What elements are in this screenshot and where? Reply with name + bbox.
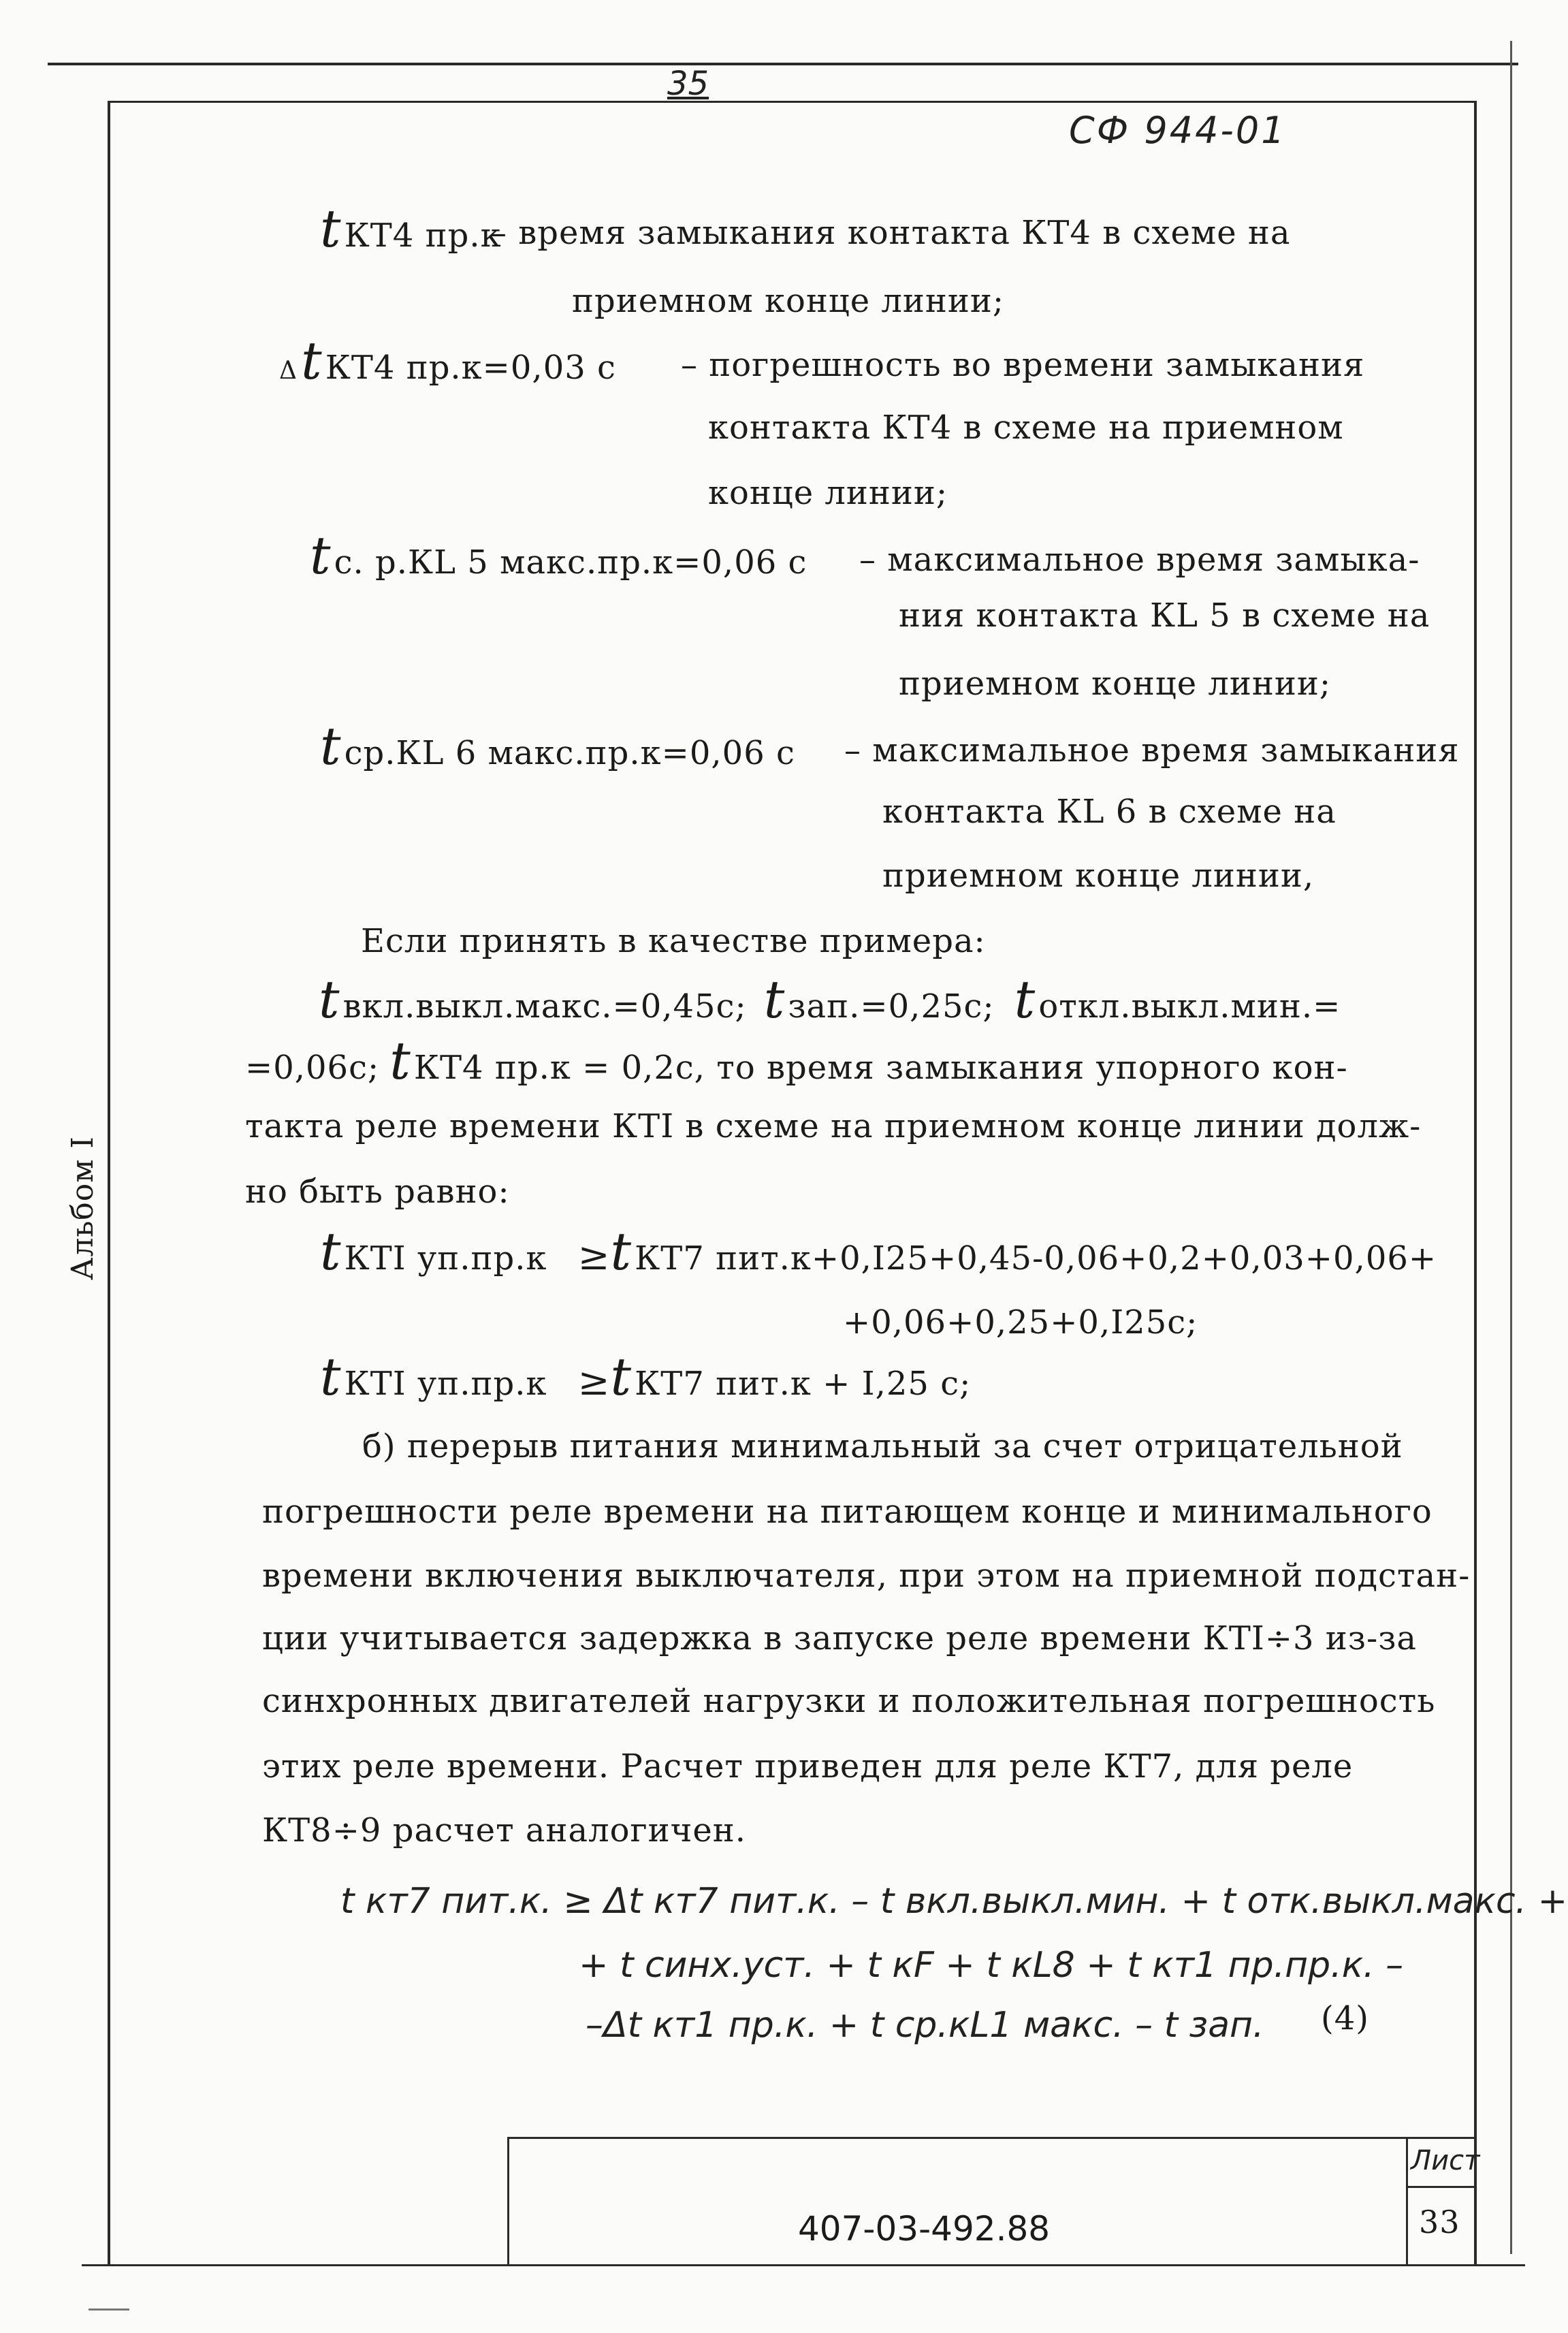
delta-symbol: Δ — [279, 357, 298, 385]
example-t-kt4: КТ4 пр.к = 0,2с, то время замыкания упорного кон- — [413, 1049, 1348, 1087]
example-t-otkl-value: =0,06с; — [245, 1049, 380, 1087]
example-t-zap: зап.=0,25с; — [788, 987, 995, 1026]
margin-right-rule — [1510, 41, 1512, 2254]
t-symbol: t — [320, 1346, 341, 1407]
formula-number: (4) — [1321, 1999, 1369, 2037]
inequality-1 — [320, 1221, 1437, 1282]
t-symbol: t — [301, 330, 322, 391]
def-2-rhs-3: конце линии; — [708, 474, 948, 512]
def-lhs: с. р.КL 5 макс.пр.к=0,06 с — [334, 543, 807, 582]
stamp-left — [507, 2137, 509, 2266]
para-b-line-5: синхронных двигателей нагрузки и положительная погрешность — [262, 1682, 1436, 1720]
inequality-1-cont: +0,06+0,25+0,I25с; — [843, 1303, 1198, 1342]
def-3-rhs-3: приемном конце линии; — [899, 665, 1331, 703]
def-3 — [310, 525, 807, 586]
def-3-rhs-1: – максимальное время замыка- — [859, 541, 1420, 579]
formula-line-3: –Δt кт1 пр.к. + t ср.кL1 макс. – t зап. — [586, 2005, 1264, 2046]
example-intro: Если принять в качестве примера: — [361, 922, 986, 960]
para-b-line-3: времени включения выключателя, при этом на приемной подстан- — [262, 1557, 1471, 1595]
page-number: 35 — [667, 65, 709, 103]
def-lhs: КТ4 пр.к — [344, 217, 502, 255]
def-2 — [279, 330, 616, 391]
ineq-rhs: КТ7 пит.к + I,25 с; — [635, 1365, 972, 1403]
inequality-2 — [320, 1346, 972, 1407]
formula-line-1: t кт7 пит.к. ≥ Δt кт7 пит.к. – t вкл.выкл.мин. + t отк.выкл.макс. + — [340, 1881, 1568, 1922]
gte-symbol: ≥ — [577, 1360, 611, 1404]
t-symbol: t — [610, 1221, 632, 1282]
ineq-rhs: КТ7 пит.к+0,I25+0,45-0,06+0,2+0,03+0,06+ — [635, 1239, 1437, 1277]
def-lhs: ср.КL 6 макс.пр.к=0,06 с — [344, 734, 795, 772]
frame-right — [1474, 101, 1477, 2266]
def-1 — [320, 198, 502, 259]
example-line-1 — [319, 969, 1341, 1030]
def-3-rhs-2: ния контакта КL 5 в схеме на — [899, 597, 1430, 635]
t-symbol: t — [320, 198, 341, 259]
example-t-otkl: откл.выкл.мин.= — [1038, 987, 1341, 1026]
t-symbol: t — [1014, 969, 1036, 1030]
doc-number: 407-03-492.88 — [798, 2209, 1051, 2249]
bottom-rule — [82, 2264, 1525, 2266]
doc-code: СФ 944-01 — [1069, 109, 1287, 152]
ineq-lhs: КТI уп.пр.к — [344, 1365, 547, 1403]
gte-symbol: ≥ — [577, 1235, 611, 1279]
stamp-top — [507, 2137, 1475, 2139]
stamp-sheet-divider — [1406, 2186, 1475, 2188]
t-symbol: t — [763, 969, 785, 1030]
ineq-lhs: КТI уп.пр.к — [344, 1239, 547, 1277]
def-4-rhs-1: – максимальное время замыкания — [844, 731, 1460, 769]
example-line-2 — [245, 1030, 1348, 1091]
def-2-rhs-2: контакта КТ4 в схеме на приемном — [708, 409, 1344, 447]
frame-top — [109, 101, 1476, 103]
para-b-line-6: этих реле времени. Расчет приведен для реле КТ7, для реле — [262, 1747, 1354, 1786]
album-label: Альбом I — [65, 1136, 100, 1280]
para-b-line-4: ции учитывается задержка в запуске реле времени КТI÷3 из-за — [262, 1619, 1417, 1657]
def-1-rhs-1: – время замыкания контакта КТ4 в схеме на — [490, 214, 1291, 252]
t-symbol: t — [610, 1346, 632, 1407]
example-t-vkl: вкл.выкл.макс.=0,45с; — [342, 987, 747, 1026]
def-4-rhs-3: приемном конце линии, — [882, 857, 1315, 895]
frame-left — [108, 101, 110, 2266]
para-b-line-7: КТ8÷9 расчет аналогичен. — [262, 1811, 747, 1850]
def-4-rhs-2: контакта КL 6 в схеме на — [882, 793, 1337, 831]
example-line-4: но быть равно: — [245, 1173, 510, 1211]
para-b-line-1: б) перерыв питания минимальный за счет отрицательной — [362, 1427, 1403, 1465]
para-b-line-2: погрешности реле времени на питающем конце и минимального — [262, 1493, 1433, 1531]
formula-line-2: + t синх.уст. + t кF + t кL8 + t кт1 пр.пр.к. – — [579, 1945, 1404, 1986]
t-symbol: t — [319, 969, 340, 1030]
sheet-label: Лист — [1411, 2145, 1480, 2176]
def-4 — [320, 716, 795, 776]
t-symbol: t — [310, 525, 331, 586]
sheet-number: 33 — [1419, 2204, 1460, 2240]
t-symbol: t — [320, 716, 341, 776]
bottom-stub — [89, 2308, 129, 2311]
def-1-rhs-2: приемном конце линии; — [572, 282, 1004, 320]
def-2-rhs-1: – погрешность во времени замыкания — [681, 346, 1365, 384]
t-symbol: t — [389, 1030, 411, 1091]
top-rule — [48, 63, 1518, 65]
example-line-3: такта реле времени КТI в схеме на приемном конце линии долж- — [245, 1107, 1422, 1145]
t-symbol: t — [320, 1221, 341, 1282]
stamp-divider — [1406, 2137, 1408, 2266]
def-lhs: КТ4 пр.к=0,03 с — [325, 349, 616, 387]
